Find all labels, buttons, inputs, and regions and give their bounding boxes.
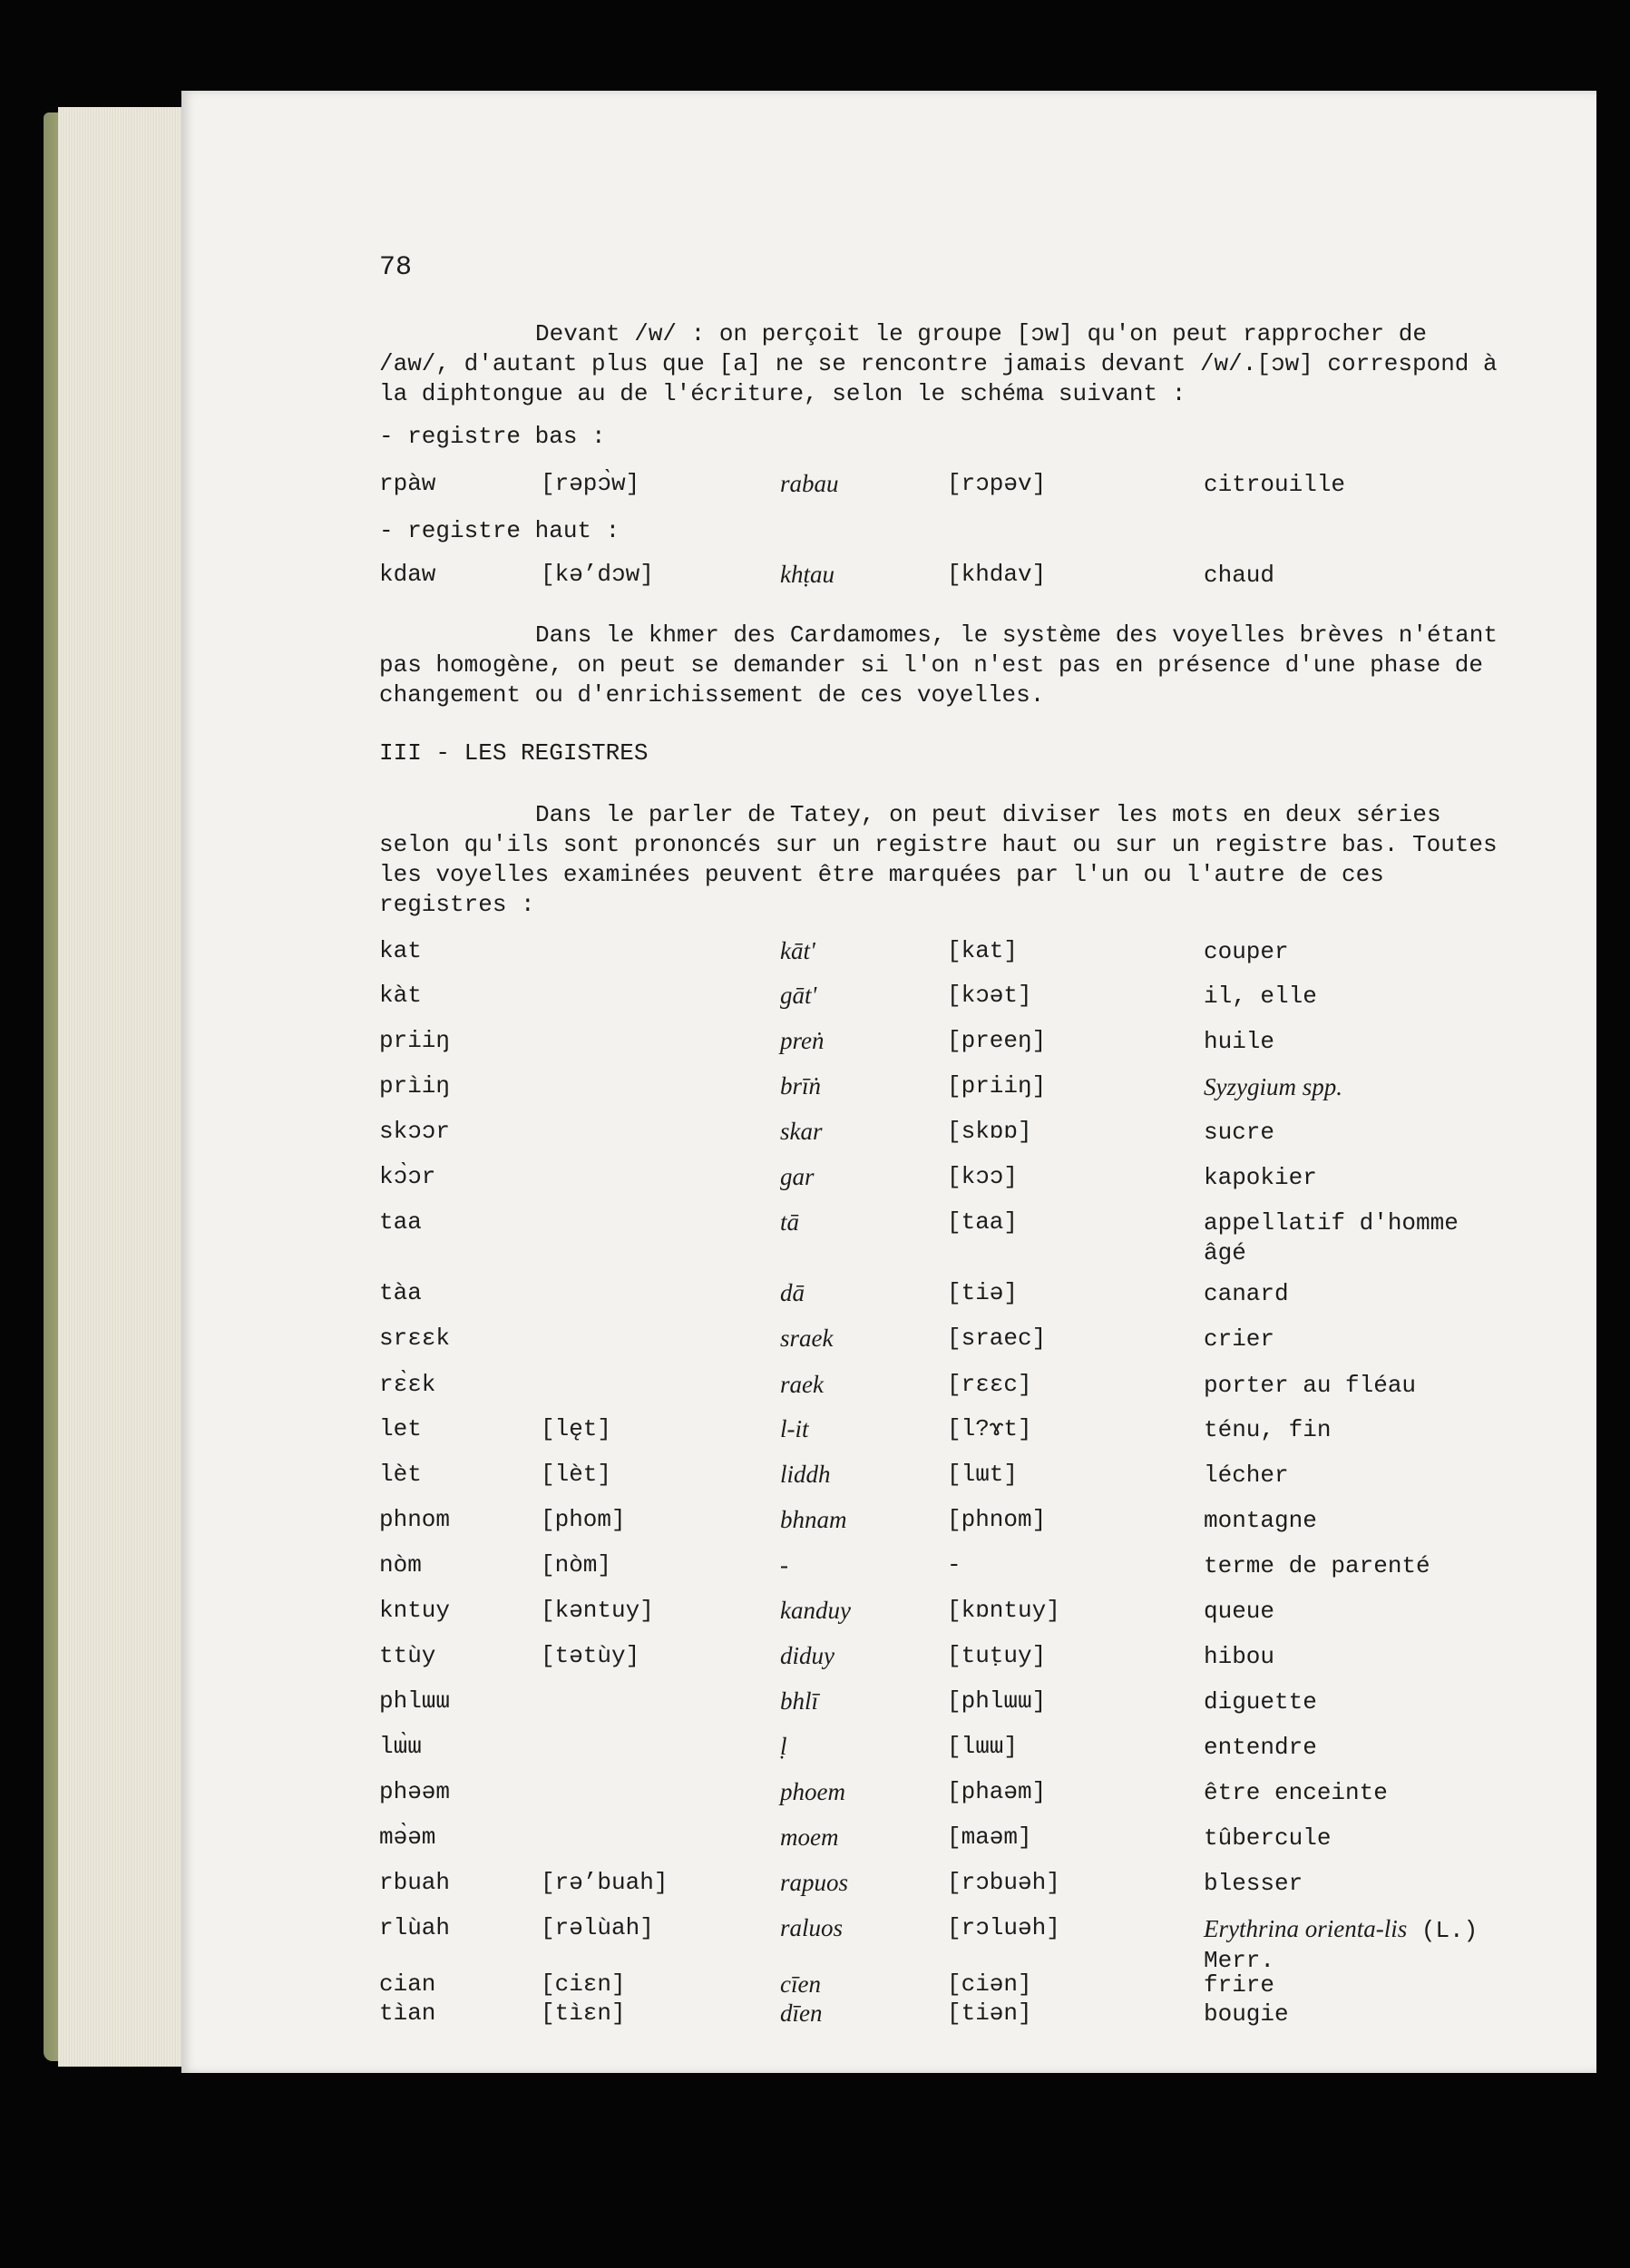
page-number: 78: [379, 252, 413, 283]
word: kdaw: [379, 561, 436, 588]
word: rɛ̀ɛk: [379, 1371, 436, 1398]
modern-pronunciation: [sraec]: [947, 1325, 1047, 1352]
modern-pronunciation: [l?ɤt]: [947, 1415, 1032, 1442]
modern-pronunciation: [phnom]: [947, 1506, 1047, 1533]
modern-pronunciation: [phlɯɯ]: [947, 1687, 1047, 1715]
phonetic: [ciɛn]: [541, 1970, 626, 1998]
phonetic: [kə’dɔw]: [541, 561, 654, 588]
modern-pronunciation: [priiŋ]: [947, 1072, 1047, 1100]
khmer-transliteration: preṅ: [780, 1027, 825, 1054]
khmer-transliteration: gāt': [780, 982, 817, 1009]
word: phəəm: [379, 1778, 451, 1805]
gloss: huile: [1204, 1028, 1275, 1055]
gloss: montagne: [1204, 1507, 1317, 1534]
paragraph-diphthong: Devant /w/ : on perçoit le groupe [ɔw] qu'on peut rapprocher de /aw/, d'autant plus que [a] ne se rencontre jamais devant /w/.[ɔw] correspond à la diphtongue au de l'écriture, selon le schéma suivant :: [379, 320, 1498, 407]
modern-pronunciation: [maəm]: [947, 1823, 1032, 1851]
gloss: crier: [1204, 1325, 1275, 1353]
modern-pronunciation: [rɔluəh]: [947, 1914, 1060, 1941]
word: kàt: [379, 982, 422, 1009]
phonetic: [tətùy]: [541, 1642, 640, 1669]
modern-pronunciation: [tiə]: [947, 1279, 1019, 1306]
word: kntuy: [379, 1597, 451, 1624]
word: priiŋ: [379, 1027, 451, 1054]
modern-pronunciation: [ciən]: [947, 1970, 1032, 1998]
modern-pronunciation: [rɔbuəh]: [947, 1869, 1060, 1896]
registre-haut-label: - registre haut :: [379, 517, 620, 544]
gloss: hibou: [1204, 1643, 1275, 1670]
word: kɔ̀ɔr: [379, 1163, 436, 1190]
phonetic: [rəpɔ̀w]: [541, 470, 640, 497]
khmer-transliteration: dā: [780, 1279, 805, 1306]
khmer-transliteration: bhnam: [780, 1506, 847, 1533]
word: rbuah: [379, 1869, 451, 1896]
paragraph-registres: Dans le parler de Tatey, on peut diviser les mots en deux séries selon qu'ils sont prononcés sur un registre haut ou sur un registre bas. Toutes les voyelles examinées peuvent être marquées par l'un ou l'autre de ces registres :: [379, 801, 1498, 918]
khmer-transliteration: raek: [780, 1371, 824, 1398]
gloss: couper: [1204, 938, 1289, 965]
khmer-transliteration: diduy: [780, 1642, 835, 1669]
gloss: terme de parenté: [1204, 1552, 1430, 1579]
modern-pronunciation: [kɔɔ]: [947, 1163, 1019, 1190]
khmer-transliteration: moem: [780, 1823, 839, 1851]
modern-pronunciation: [kat]: [947, 937, 1019, 964]
word: phnom: [379, 1506, 451, 1533]
section-heading: III - LES REGISTRES: [379, 739, 649, 767]
khmer-transliteration: liddh: [780, 1461, 831, 1488]
word: nòm: [379, 1551, 422, 1579]
gloss: diguette: [1204, 1688, 1317, 1716]
gloss: tûbercule: [1204, 1824, 1332, 1852]
phonetic: [phom]: [541, 1506, 626, 1533]
khmer-transliteration: kanduy: [780, 1597, 851, 1624]
phonetic: [tìɛn]: [541, 1999, 626, 2027]
khmer-transliteration: skar: [780, 1118, 823, 1145]
paragraph-cardamomes: Dans le khmer des Cardamomes, le système des voyelles brèves n'étant pas homogène, on peut se demander si l'on n'est pas en présence d'une phase de changement ou d'enrichissement de ces voyelles.: [379, 621, 1498, 709]
word: prìiŋ: [379, 1072, 451, 1100]
gloss-italic: Erythrina orienta-lis: [1204, 1915, 1408, 1942]
modern-pronunciation: [tuṭuy]: [947, 1642, 1047, 1669]
khmer-transliteration: brīṅ: [780, 1072, 822, 1100]
registre-bas-label: - registre bas :: [379, 423, 606, 450]
word: taa: [379, 1208, 422, 1236]
word: tìan: [379, 1999, 436, 2027]
word: phlɯɯ: [379, 1687, 451, 1715]
gloss: kapokier: [1204, 1164, 1317, 1191]
modern-pronunciation: [preeŋ]: [947, 1027, 1047, 1054]
khmer-transliteration: rapuos: [780, 1869, 849, 1896]
khmer-transliteration: gar: [780, 1163, 815, 1190]
khmer-transliteration: cīen: [780, 1970, 821, 1998]
gloss: porter au fléau: [1204, 1372, 1417, 1399]
modern-pronunciation: -: [947, 1551, 961, 1579]
word: cian: [379, 1970, 436, 1998]
modern-pronunciation: [phaəm]: [947, 1778, 1047, 1805]
word: srɛɛk: [379, 1325, 451, 1352]
word: lɯ̀ɯ: [379, 1733, 422, 1760]
word: rlùah: [379, 1914, 451, 1941]
gloss: queue: [1204, 1598, 1275, 1625]
phonetic: [lèt]: [541, 1461, 612, 1488]
gloss: entendre: [1204, 1734, 1317, 1761]
modern-pronunciation: [skɒɒ]: [947, 1118, 1032, 1145]
khmer-transliteration: raluos: [780, 1914, 844, 1941]
gloss: lécher: [1204, 1461, 1289, 1489]
khmer-transliteration: bhlī: [780, 1687, 819, 1715]
modern-pronunciation: [lɯɯ]: [947, 1733, 1019, 1760]
khmer-transliteration: phoem: [780, 1778, 845, 1805]
modern-pronunciation: [lɯt]: [947, 1461, 1019, 1488]
modern-pronunciation: [tiən]: [947, 1999, 1032, 2027]
gloss: frire: [1204, 1971, 1275, 1999]
khmer-transliteration: kāt': [780, 937, 815, 964]
word: kat: [379, 937, 422, 964]
word: rpàw: [379, 470, 436, 497]
modern-pronunciation: [khdav]: [947, 561, 1047, 588]
gloss: il, elle: [1204, 982, 1317, 1010]
khmer-transliteration: khṭau: [780, 561, 835, 588]
word: tàa: [379, 1279, 422, 1306]
khmer-transliteration: rabau: [780, 470, 839, 497]
modern-pronunciation: [rɔpəv]: [947, 470, 1047, 497]
word: mə̀əm: [379, 1823, 436, 1851]
gloss: [1204, 1914, 1503, 1976]
gloss: citrouille: [1204, 471, 1346, 498]
khmer-transliteration: -: [780, 1551, 788, 1579]
word: skɔɔr: [379, 1118, 451, 1145]
gloss: appellatif d'homme âgé: [1204, 1209, 1459, 1266]
khmer-transliteration: ḷ: [780, 1733, 787, 1760]
gloss: ténu, fin: [1204, 1416, 1332, 1443]
gloss-rest: (L.) Merr.: [1204, 1917, 1479, 1974]
phonetic: [nòm]: [541, 1551, 612, 1579]
gloss: Syzygium spp.: [1204, 1073, 1342, 1100]
phonetic: [rəlùah]: [541, 1914, 654, 1941]
word: lèt: [379, 1461, 422, 1488]
gloss: être enceinte: [1204, 1779, 1388, 1806]
phonetic: [lęt]: [541, 1415, 612, 1442]
phonetic: [kəntuy]: [541, 1597, 654, 1624]
gloss: sucre: [1204, 1119, 1275, 1146]
phonetic: [rə’buah]: [541, 1869, 669, 1896]
word: ttùy: [379, 1642, 436, 1669]
khmer-transliteration: tā: [780, 1208, 800, 1236]
gloss: bougie: [1204, 2000, 1289, 2028]
khmer-transliteration: l-it: [780, 1415, 809, 1442]
khmer-transliteration: dīen: [780, 1999, 823, 2027]
khmer-transliteration: sraek: [780, 1325, 834, 1352]
gloss: canard: [1204, 1280, 1289, 1307]
modern-pronunciation: [kɒntuy]: [947, 1597, 1060, 1624]
gloss: chaud: [1204, 562, 1275, 589]
modern-pronunciation: [kɔət]: [947, 982, 1032, 1009]
gloss: blesser: [1204, 1870, 1303, 1897]
modern-pronunciation: [taa]: [947, 1208, 1019, 1236]
word: let: [379, 1415, 422, 1442]
modern-pronunciation: [rɛɛc]: [947, 1371, 1032, 1398]
